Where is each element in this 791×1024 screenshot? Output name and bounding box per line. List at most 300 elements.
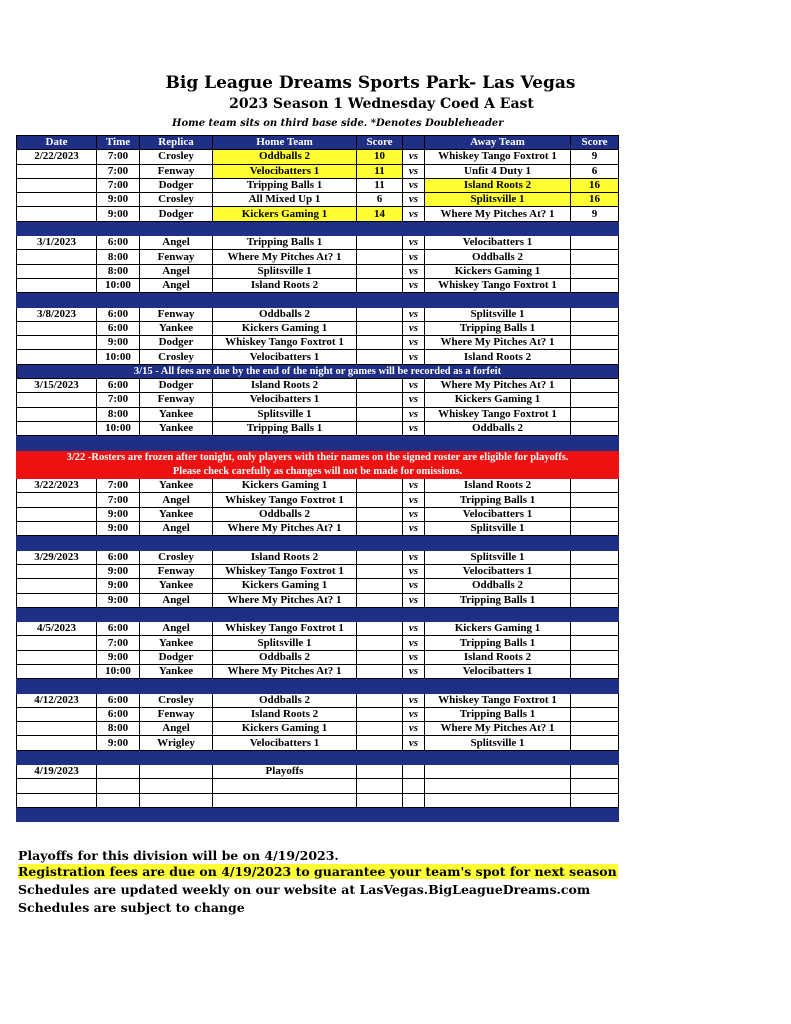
game-field: Yankee [140, 421, 213, 435]
empty-cell [425, 779, 571, 793]
separator-cell [357, 679, 403, 693]
table-row [17, 178, 619, 192]
separator-cell [140, 293, 213, 307]
separator-cell [357, 293, 403, 307]
game-field: Angel [140, 593, 213, 607]
game-date: 3/8/2023 [17, 307, 97, 321]
game-time: 9:00 [97, 564, 140, 578]
column-header-time: Time [97, 136, 140, 150]
separator-cell [425, 221, 571, 235]
home-team: Tripping Balls 1 [213, 236, 357, 250]
vs-label: vs [403, 407, 425, 421]
roster-notice: 3/22 -Rosters are frozen after tonight, only players with their names on the signed roster are eligible for playoffs. [17, 450, 619, 464]
vs-label: vs [403, 164, 425, 178]
page-title: Big League Dreams Sports Park- Las Vegas [165, 73, 576, 93]
game-field: Crosley [140, 150, 213, 164]
game-date [17, 207, 97, 221]
week-separator-row [17, 221, 619, 235]
game-time: 9:00 [97, 336, 140, 350]
vs-label: vs [403, 236, 425, 250]
column-header-away-score: Score [571, 136, 619, 150]
away-score [571, 393, 619, 407]
away-team: Whiskey Tango Foxtrot 1 [425, 278, 571, 292]
game-field: Crosley [140, 693, 213, 707]
page-subtitle: 2023 Season 1 Wednesday Coed A East [229, 96, 534, 112]
away-score: 6 [571, 164, 619, 178]
away-team: Splitsville 1 [425, 550, 571, 564]
away-team: Where My Pitches At? 1 [425, 336, 571, 350]
game-field: Angel [140, 264, 213, 278]
game-time: 9:00 [97, 207, 140, 221]
game-field: Angel [140, 622, 213, 636]
home-team: Oddballs 2 [213, 507, 357, 521]
game-date [17, 736, 97, 750]
away-team: Where My Pitches At? 1 [425, 722, 571, 736]
vs-label: vs [403, 321, 425, 335]
game-date: 4/5/2023 [17, 622, 97, 636]
home-team: Where My Pitches At? 1 [213, 522, 357, 536]
table-row [17, 622, 619, 636]
vs-label: vs [403, 193, 425, 207]
game-time: 7:00 [97, 164, 140, 178]
empty-cell [140, 793, 213, 807]
week-separator-row [17, 536, 619, 550]
away-score: 9 [571, 150, 619, 164]
away-team: Island Roots 2 [425, 479, 571, 493]
separator-cell [17, 807, 97, 821]
vs-label: vs [403, 307, 425, 321]
away-team: Splitsville 1 [425, 193, 571, 207]
game-field: Crosley [140, 350, 213, 364]
away-team: Whiskey Tango Foxtrot 1 [425, 150, 571, 164]
separator-cell [97, 679, 140, 693]
table-row [17, 736, 619, 750]
vs-label: vs [403, 736, 425, 750]
game-time: 9:00 [97, 593, 140, 607]
vs-label: vs [403, 522, 425, 536]
column-header-vs [403, 136, 425, 150]
game-date [17, 336, 97, 350]
separator-cell [403, 536, 425, 550]
home-score: 11 [357, 178, 403, 192]
away-score [571, 236, 619, 250]
vs-label: vs [403, 507, 425, 521]
game-date: 3/15/2023 [17, 379, 97, 393]
game-date [17, 421, 97, 435]
away-score: 16 [571, 178, 619, 192]
vs-label: vs [403, 350, 425, 364]
game-field: Yankee [140, 507, 213, 521]
away-score [571, 250, 619, 264]
home-score [357, 493, 403, 507]
home-score [357, 650, 403, 664]
separator-cell [357, 536, 403, 550]
away-score [571, 522, 619, 536]
separator-cell [97, 750, 140, 764]
empty-row [17, 779, 619, 793]
home-score [357, 407, 403, 421]
game-time: 10:00 [97, 278, 140, 292]
game-field: Angel [140, 722, 213, 736]
empty-cell [213, 793, 357, 807]
table-row [17, 479, 619, 493]
away-team: Tripping Balls 1 [425, 707, 571, 721]
home-score [357, 278, 403, 292]
home-team: Where My Pitches At? 1 [213, 593, 357, 607]
table-row [17, 264, 619, 278]
away-team: Tripping Balls 1 [425, 493, 571, 507]
table-row [17, 493, 619, 507]
table-row [17, 421, 619, 435]
home-score [357, 236, 403, 250]
empty-cell [357, 779, 403, 793]
game-time: 10:00 [97, 664, 140, 678]
game-date [17, 664, 97, 678]
home-team: Island Roots 2 [213, 550, 357, 564]
away-score [571, 622, 619, 636]
empty-cell [425, 765, 571, 779]
table-row [17, 336, 619, 350]
separator-cell [17, 679, 97, 693]
playoffs-row [17, 765, 619, 779]
table-row [17, 278, 619, 292]
separator-cell [97, 221, 140, 235]
away-score [571, 507, 619, 521]
table-row [17, 250, 619, 264]
game-date: 2/22/2023 [17, 150, 97, 164]
away-score [571, 307, 619, 321]
table-row [17, 664, 619, 678]
table-row [17, 522, 619, 536]
game-field: Angel [140, 236, 213, 250]
separator-cell [357, 807, 403, 821]
separator-cell [403, 750, 425, 764]
home-team-note: Home team sits on third base side. *Denotes Doubleheader [172, 118, 504, 129]
table-row [17, 321, 619, 335]
separator-cell [140, 807, 213, 821]
game-time: 7:00 [97, 178, 140, 192]
game-date [17, 564, 97, 578]
game-date [17, 507, 97, 521]
home-score: 14 [357, 207, 403, 221]
separator-cell [213, 293, 357, 307]
separator-cell [213, 436, 357, 450]
game-time: 6:00 [97, 307, 140, 321]
game-field: Angel [140, 522, 213, 536]
game-field: Fenway [140, 250, 213, 264]
home-score: 6 [357, 193, 403, 207]
game-field: Dodger [140, 379, 213, 393]
home-team: Island Roots 2 [213, 278, 357, 292]
column-header-home-team: Home Team [213, 136, 357, 150]
home-team: Kickers Gaming 1 [213, 207, 357, 221]
separator-cell [403, 679, 425, 693]
game-time: 9:00 [97, 650, 140, 664]
home-team: Kickers Gaming 1 [213, 722, 357, 736]
away-score [571, 664, 619, 678]
empty-cell [97, 793, 140, 807]
separator-cell [571, 750, 619, 764]
away-team: Unfit 4 Duty 1 [425, 164, 571, 178]
roster-notice: Please check carefully as changes will not be made for omissions. [17, 464, 619, 478]
home-score [357, 664, 403, 678]
home-score [357, 250, 403, 264]
game-date: 3/1/2023 [17, 236, 97, 250]
away-score [571, 336, 619, 350]
home-score [357, 321, 403, 335]
vs-label: vs [403, 150, 425, 164]
home-team: Island Roots 2 [213, 707, 357, 721]
separator-cell [140, 679, 213, 693]
vs-label: vs [403, 707, 425, 721]
game-date: 3/22/2023 [17, 479, 97, 493]
game-time: 7:00 [97, 393, 140, 407]
vs-label: vs [403, 650, 425, 664]
week-separator-row [17, 436, 619, 450]
away-team: Velocibatters 1 [425, 564, 571, 578]
vs-label: vs [403, 493, 425, 507]
game-date [17, 278, 97, 292]
home-team: Where My Pitches At? 1 [213, 250, 357, 264]
game-field: Crosley [140, 193, 213, 207]
home-team: All Mixed Up 1 [213, 193, 357, 207]
game-time: 8:00 [97, 250, 140, 264]
home-team: Oddballs 2 [213, 307, 357, 321]
home-team: Island Roots 2 [213, 379, 357, 393]
away-score [571, 421, 619, 435]
game-date [17, 650, 97, 664]
game-date [17, 250, 97, 264]
game-time: 9:00 [97, 522, 140, 536]
separator-cell [403, 807, 425, 821]
home-score [357, 579, 403, 593]
empty-cell [403, 765, 425, 779]
game-time: 6:00 [97, 236, 140, 250]
home-score [357, 336, 403, 350]
home-team: Splitsville 1 [213, 407, 357, 421]
away-team: Where My Pitches At? 1 [425, 207, 571, 221]
game-date [17, 393, 97, 407]
away-score [571, 379, 619, 393]
empty-cell [17, 779, 97, 793]
away-score [571, 550, 619, 564]
footer-registration-note: Registration fees are due on 4/19/2023 to guarantee your team's spot for next season [18, 864, 617, 879]
away-score [571, 321, 619, 335]
vs-label: vs [403, 479, 425, 493]
separator-cell [403, 436, 425, 450]
home-score [357, 564, 403, 578]
home-score [357, 693, 403, 707]
game-date [17, 407, 97, 421]
home-team: Tripping Balls 1 [213, 178, 357, 192]
home-score [357, 479, 403, 493]
away-team: Oddballs 2 [425, 250, 571, 264]
game-time: 6:00 [97, 550, 140, 564]
away-score [571, 707, 619, 721]
away-team: Splitsville 1 [425, 736, 571, 750]
game-time: 6:00 [97, 321, 140, 335]
separator-cell [17, 221, 97, 235]
fees-notice-row [17, 364, 619, 378]
home-team: Kickers Gaming 1 [213, 321, 357, 335]
away-team: Island Roots 2 [425, 650, 571, 664]
separator-cell [140, 750, 213, 764]
home-score [357, 421, 403, 435]
vs-label: vs [403, 178, 425, 192]
table-row [17, 550, 619, 564]
game-field: Yankee [140, 407, 213, 421]
game-field: Angel [140, 493, 213, 507]
empty-cell [403, 779, 425, 793]
footer-change-note: Schedules are subject to change [18, 900, 245, 915]
away-score [571, 650, 619, 664]
empty-cell [403, 793, 425, 807]
away-team: Kickers Gaming 1 [425, 622, 571, 636]
home-score [357, 736, 403, 750]
separator-cell [571, 293, 619, 307]
separator-cell [17, 436, 97, 450]
separator-cell [213, 607, 357, 621]
home-team: Tripping Balls 1 [213, 421, 357, 435]
home-team: Whiskey Tango Foxtrot 1 [213, 336, 357, 350]
away-score [571, 493, 619, 507]
vs-label: vs [403, 622, 425, 636]
separator-cell [425, 750, 571, 764]
away-score [571, 593, 619, 607]
table-row [17, 722, 619, 736]
home-score [357, 622, 403, 636]
away-team: Splitsville 1 [425, 522, 571, 536]
away-team: Kickers Gaming 1 [425, 393, 571, 407]
game-field: Angel [140, 278, 213, 292]
separator-cell [425, 807, 571, 821]
home-score [357, 550, 403, 564]
separator-cell [403, 293, 425, 307]
column-header-away-team: Away Team [425, 136, 571, 150]
vs-label: vs [403, 550, 425, 564]
game-field: Yankee [140, 321, 213, 335]
home-score [357, 636, 403, 650]
game-time: 6:00 [97, 622, 140, 636]
away-score [571, 278, 619, 292]
game-date [17, 264, 97, 278]
table-row [17, 393, 619, 407]
away-score [571, 693, 619, 707]
separator-cell [213, 221, 357, 235]
schedule-body [17, 150, 619, 822]
empty-cell [17, 793, 97, 807]
home-team: Oddballs 2 [213, 150, 357, 164]
game-date [17, 350, 97, 364]
away-team: Whiskey Tango Foxtrot 1 [425, 693, 571, 707]
away-score [571, 564, 619, 578]
away-score: 16 [571, 193, 619, 207]
home-team: Whiskey Tango Foxtrot 1 [213, 493, 357, 507]
game-field: Yankee [140, 579, 213, 593]
home-score [357, 722, 403, 736]
fees-notice: 3/15 - All fees are due by the end of the night or games will be recorded as a forfeit [17, 364, 619, 378]
game-date [17, 493, 97, 507]
away-team: Velocibatters 1 [425, 664, 571, 678]
away-score [571, 350, 619, 364]
separator-cell [571, 607, 619, 621]
away-score [571, 579, 619, 593]
game-time: 6:00 [97, 707, 140, 721]
game-date [17, 636, 97, 650]
game-field: Dodger [140, 650, 213, 664]
table-row [17, 407, 619, 421]
separator-cell [97, 807, 140, 821]
table-row [17, 150, 619, 164]
home-team: Splitsville 1 [213, 264, 357, 278]
week-separator-row [17, 750, 619, 764]
empty-cell [140, 779, 213, 793]
game-time: 10:00 [97, 350, 140, 364]
vs-label: vs [403, 393, 425, 407]
table-row [17, 307, 619, 321]
separator-cell [571, 221, 619, 235]
separator-cell [213, 536, 357, 550]
week-separator-row [17, 293, 619, 307]
game-date [17, 522, 97, 536]
separator-cell [425, 436, 571, 450]
column-header-home-score: Score [357, 136, 403, 150]
game-time: 7:00 [97, 636, 140, 650]
table-row [17, 236, 619, 250]
empty-cell [357, 765, 403, 779]
away-team: Whiskey Tango Foxtrot 1 [425, 407, 571, 421]
away-score [571, 636, 619, 650]
away-score [571, 722, 619, 736]
away-score [571, 407, 619, 421]
week-separator-row [17, 807, 619, 821]
away-team: Island Roots 2 [425, 178, 571, 192]
separator-cell [140, 436, 213, 450]
home-team: Velocibatters 1 [213, 736, 357, 750]
column-header-replica: Replica [140, 136, 213, 150]
separator-cell [213, 679, 357, 693]
game-field: Yankee [140, 664, 213, 678]
home-score [357, 350, 403, 364]
empty-cell [213, 779, 357, 793]
roster-notice-row [17, 450, 619, 464]
vs-label: vs [403, 421, 425, 435]
empty-cell [140, 765, 213, 779]
separator-cell [97, 293, 140, 307]
vs-label: vs [403, 636, 425, 650]
table-header-row [17, 136, 619, 150]
table-row [17, 350, 619, 364]
separator-cell [571, 536, 619, 550]
week-separator-row [17, 679, 619, 693]
vs-label: vs [403, 336, 425, 350]
game-time: 9:00 [97, 507, 140, 521]
game-time: 8:00 [97, 264, 140, 278]
home-team: Whiskey Tango Foxtrot 1 [213, 564, 357, 578]
table-row [17, 207, 619, 221]
home-team: Oddballs 2 [213, 693, 357, 707]
game-date [17, 593, 97, 607]
separator-cell [17, 750, 97, 764]
home-team: Oddballs 2 [213, 650, 357, 664]
separator-cell [425, 679, 571, 693]
separator-cell [403, 221, 425, 235]
game-field: Wrigley [140, 736, 213, 750]
schedule-table [16, 135, 619, 822]
table-row [17, 650, 619, 664]
home-score [357, 507, 403, 521]
separator-cell [571, 807, 619, 821]
